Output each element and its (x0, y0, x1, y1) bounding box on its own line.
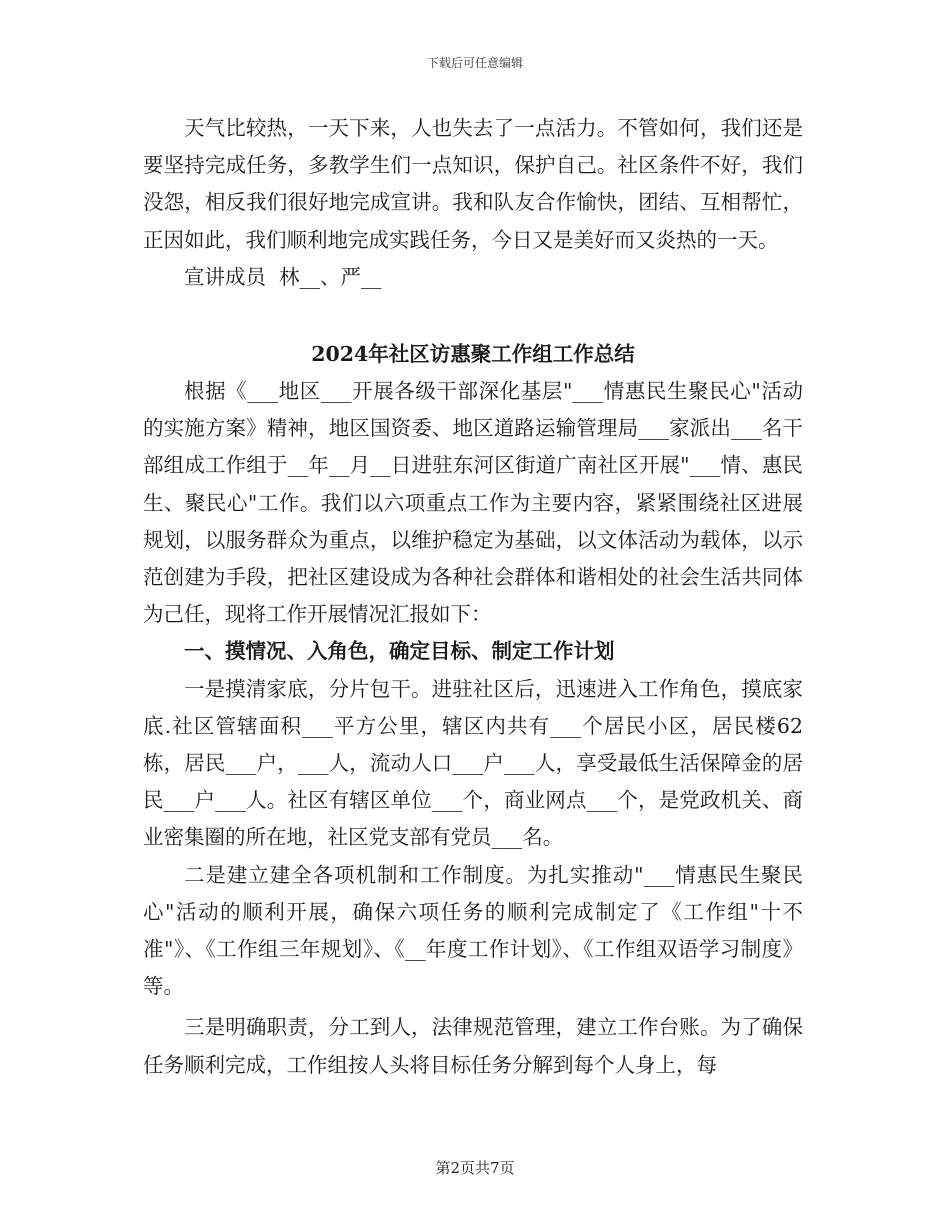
signature-line: 宣讲成员 林__、严__ (184, 264, 382, 289)
report-title: 2024年社区访惠聚工作组工作总结 (311, 342, 635, 367)
paragraph-item-2: 二是建立建全各项机制和工作制度。为扎实推动"___情惠民生聚民心"活动的顺利开展，确保六项任务的顺利完成制定了《工作组"十不准"》、《工作组三年规划》、《__年度工作计划》、《工作组双语学习制度》等。 (143, 862, 803, 999)
section-heading-1: 一、摸情况、入角色，确定目标、制定工作计划 (184, 639, 615, 664)
intro-paragraph: 天气比较热，一天下来，人也失去了一点活力。不管如何，我们还是要坚持完成任务，多教学生们一点知识，保护自己。社区条件不好，我们没怨，相反我们很好地完成宣讲。我和队友合作愉快，团结、互相帮忙，正因如此，我们顺利地完成实践任务，今日又是美好而又炎热的一天。 (143, 116, 803, 252)
page-header: 下载后可任意编辑 (426, 56, 523, 70)
page-footer: 第2页共7页 (435, 1159, 515, 1177)
document-body (143, 110, 803, 1084)
paragraph-item-3: 三是明确职责，分工到人，法律规范管理，建立工作台账。为了确保任务顺利完成，工作组按人头将目标任务分解到每个人身上，每 (143, 1015, 803, 1077)
report-intro-paragraph: 根据《___地区___开展各级干部深化基层"___情惠民生聚民心"活动的实施方案》精神，地区国资委、地区道路运输管理局___家派出___名干部组成工作组于__年__月__日进驻东河区街道广南社区开展"___情、惠民生、聚民心"工作。我们以六项重点工作为主要内容，紧紧围绕社区进展规划，以服务群众为重点，以维护稳定为基础，以文体活动为载体，以示范创建为手段，把社区建设成为各种社会群体和谐相处的社会生活共同体为己任，现将工作开展情况汇报如下： (143, 379, 803, 627)
paragraph-item-1: 一是摸清家底，分片包干。进驻社区后，迅速进入工作角色，摸底家底.社区管辖面积___平方公里，辖区内共有___个居民小区，居民楼62栋，居民___户，___人，流动人口___户___人，享受最低生活保障金的居民___户___人。社区有辖区单位___个，商业网点___个，是党政机关、商业密集圈的所在地，社区党支部有党员___名。 (143, 676, 803, 850)
